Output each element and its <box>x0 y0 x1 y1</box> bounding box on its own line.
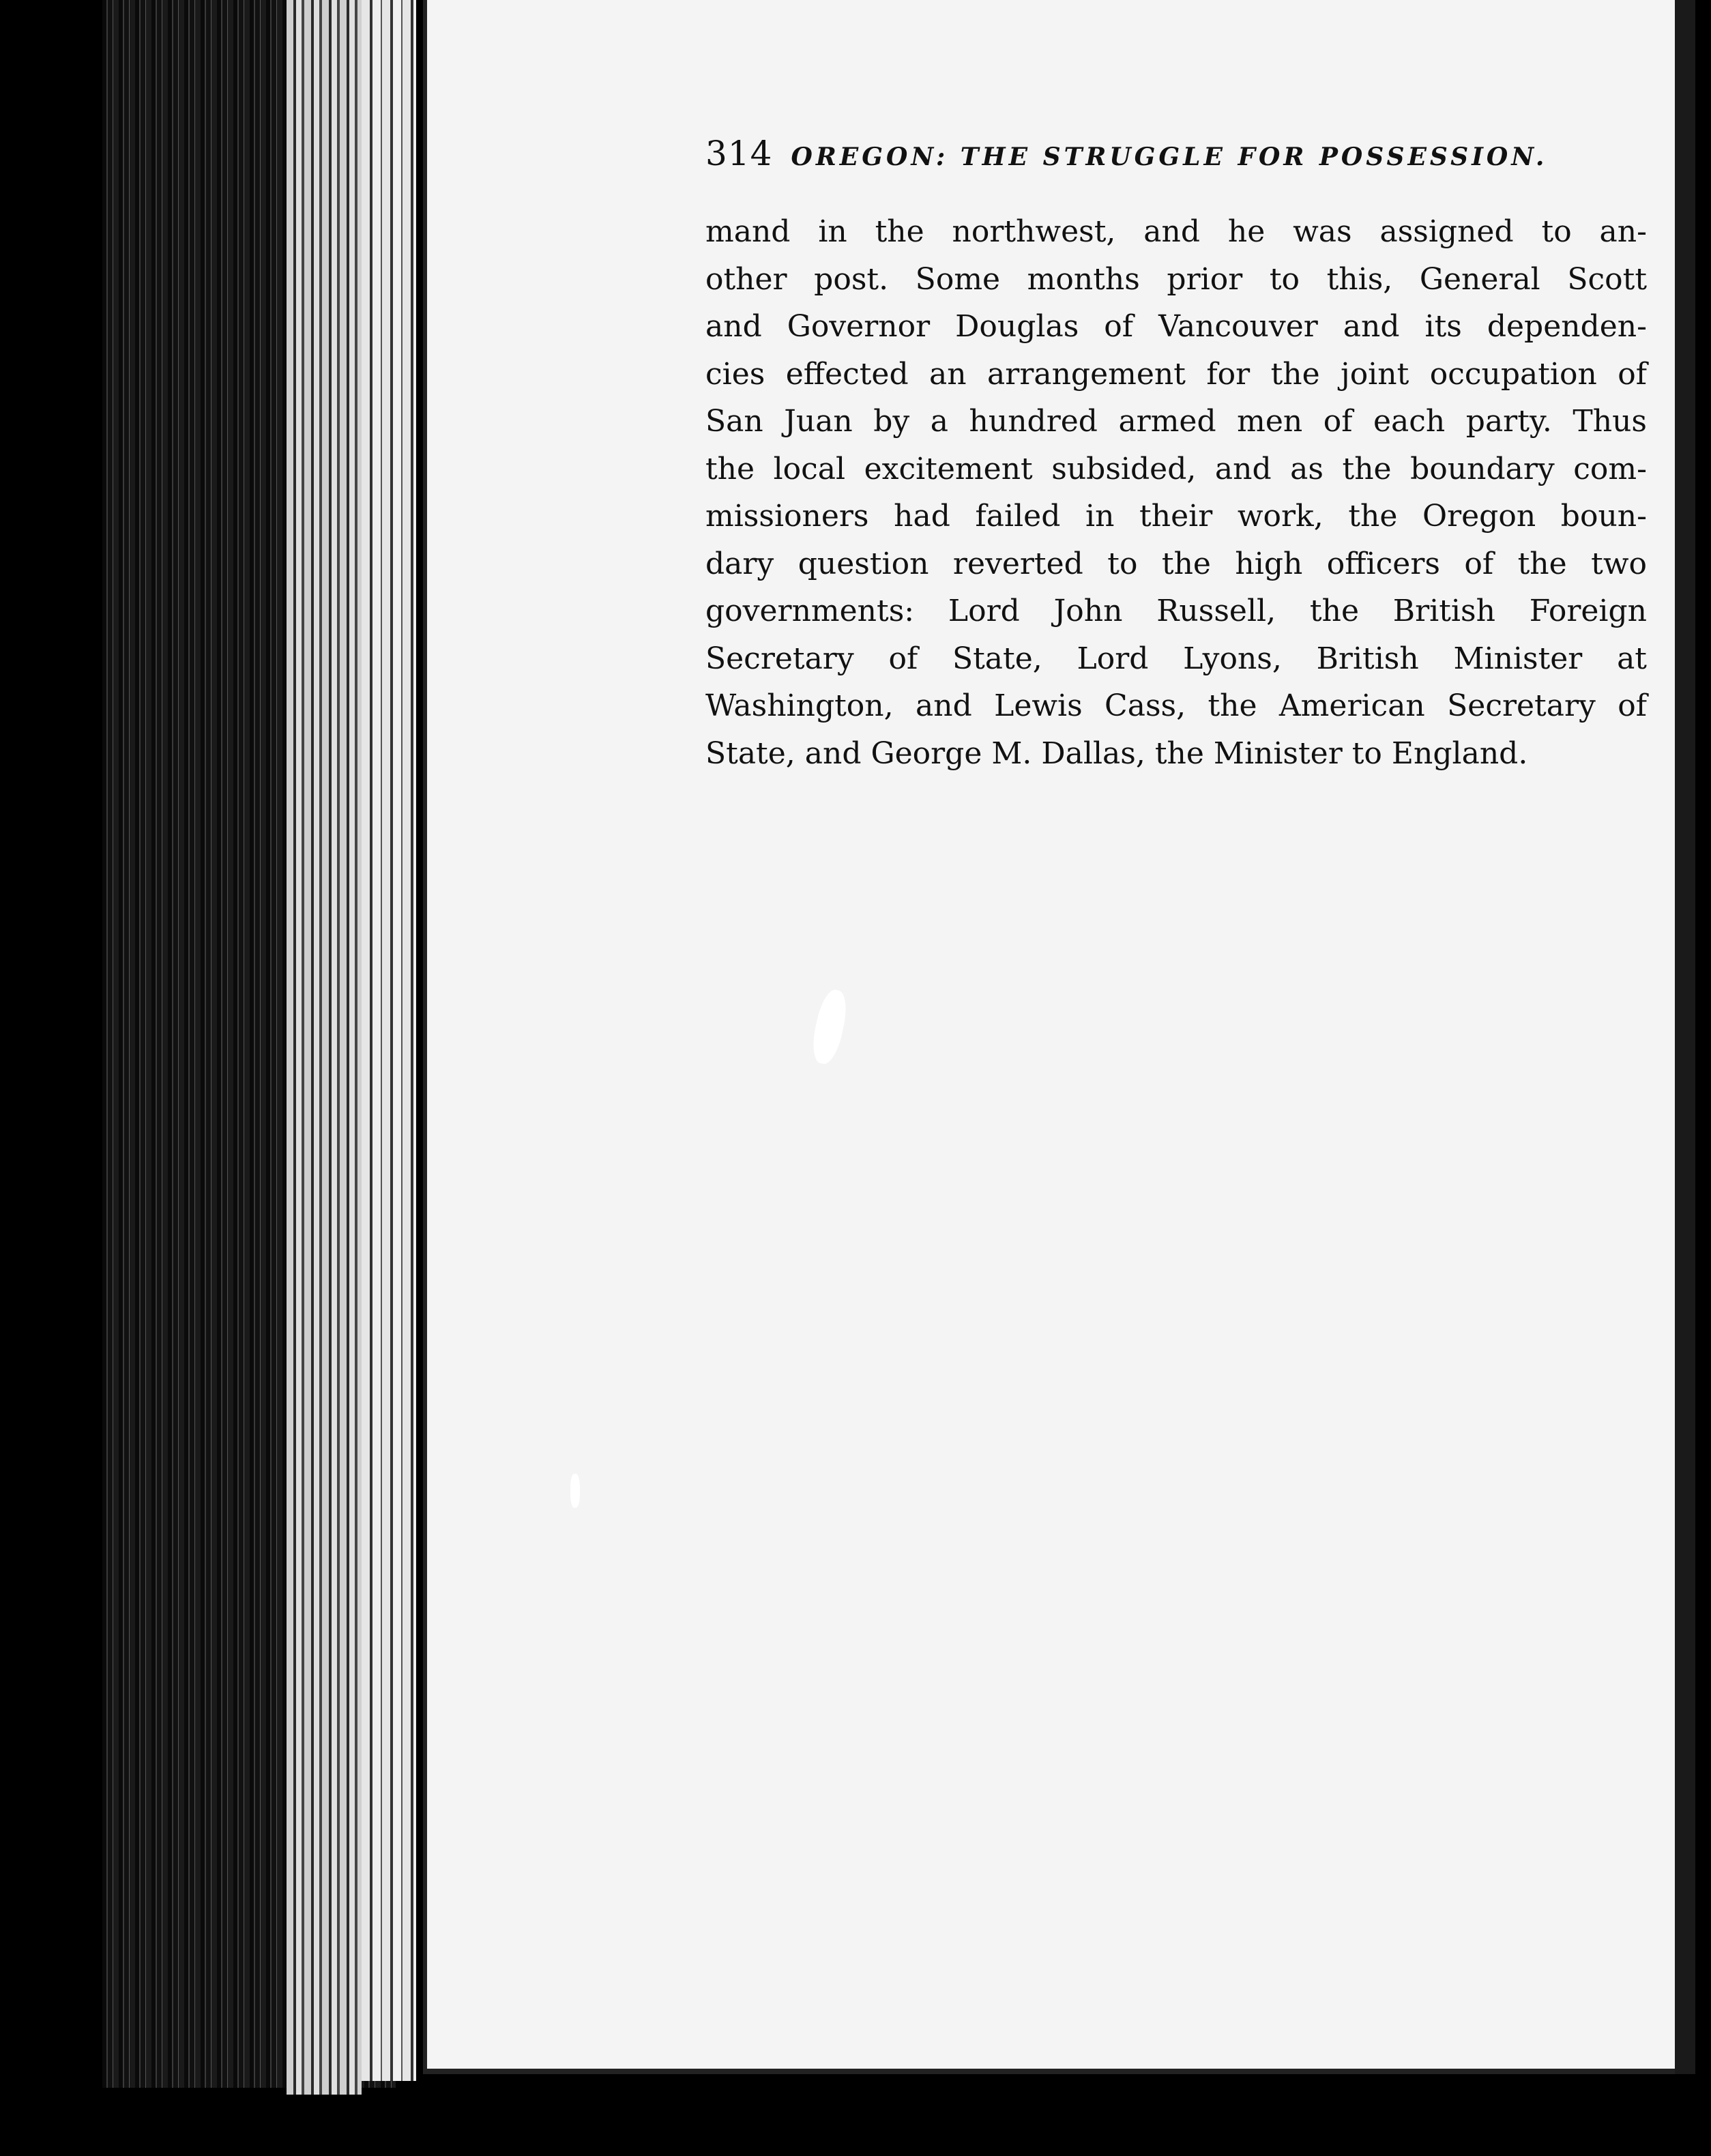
text-line: other post. Some months prior to this, General Scott <box>705 261 1647 297</box>
paper-fleck <box>570 1474 580 1508</box>
text-line: the local excitement subsided, and as the boundary com- <box>705 451 1647 486</box>
page-number: 314 <box>705 134 773 173</box>
paper-fleck <box>808 987 851 1066</box>
page-right-edge <box>1675 0 1695 2074</box>
text-line: governments: Lord John Russell, the British Foreign <box>705 594 1647 628</box>
text-line: missioners had failed in their work, the Oregon boun- <box>705 499 1647 534</box>
text-line: cies effected an arrangement for the joint occupation of <box>705 356 1647 392</box>
book-page-edges-inner <box>362 0 416 2081</box>
running-head <box>705 134 1661 181</box>
text-line: and Governor Douglas of Vancouver and its dependen- <box>705 309 1647 344</box>
text-line: dary question reverted to the high officers of the two <box>705 546 1647 581</box>
text-line: Washington, and Lewis Cass, the American Secretary of <box>705 688 1647 723</box>
text-line: Secretary of State, Lord Lyons, British Minister at <box>705 641 1647 676</box>
text-line: San Juan by a hundred armed men of each party. Thus <box>705 404 1647 439</box>
book-page <box>423 0 1678 2074</box>
book-page-edges-light <box>287 0 362 2095</box>
body-paragraph <box>705 208 1647 777</box>
running-head-title: OREGON: THE STRUGGLE FOR POSSESSION. <box>791 143 1548 171</box>
text-line: State, and George M. Dallas, the Minister to England. <box>705 735 1528 771</box>
text-line: mand in the northwest, and he was assigned to an- <box>705 214 1647 249</box>
